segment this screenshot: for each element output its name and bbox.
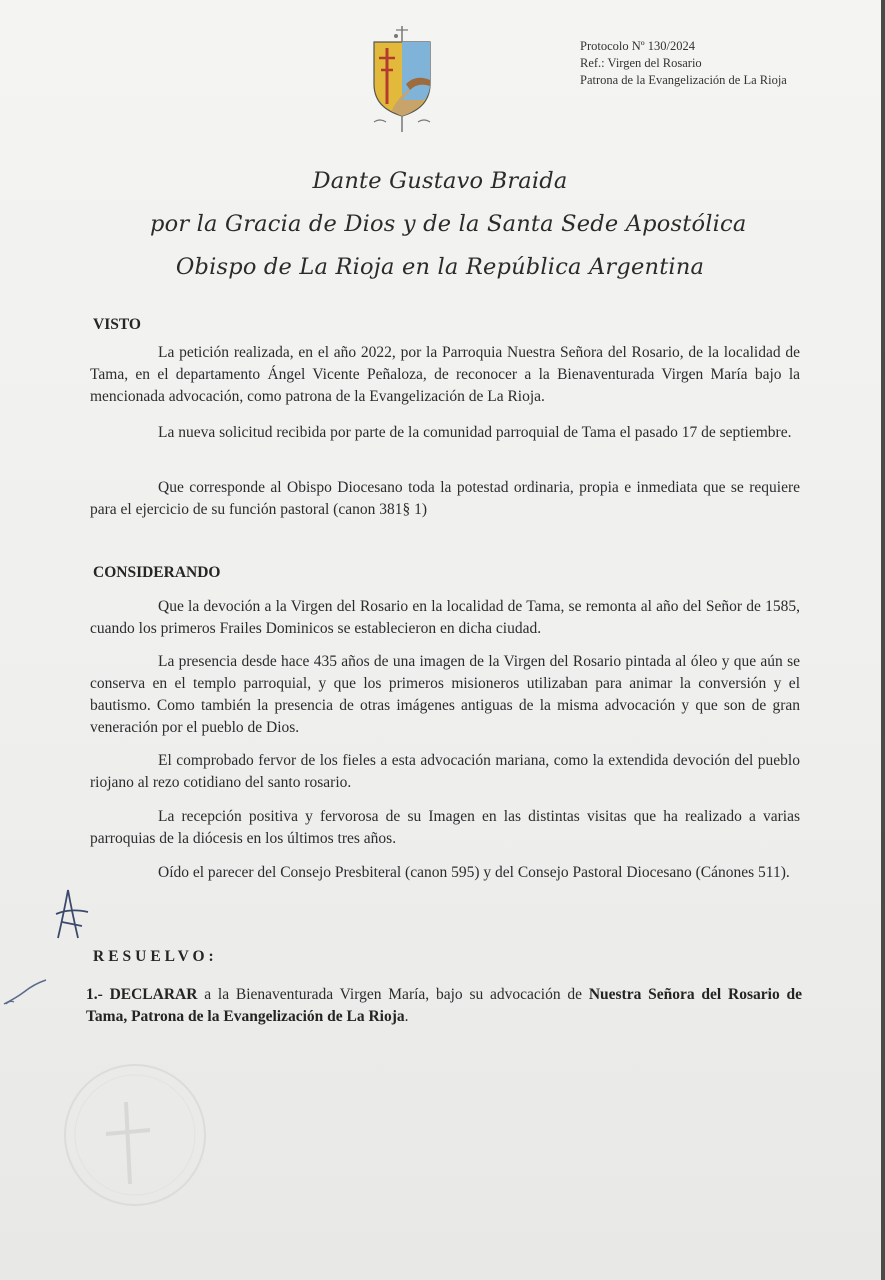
bishop-title-block <box>150 160 747 289</box>
visto-heading: VISTO <box>93 316 141 333</box>
considerando-paragraph-2: La presencia desde hace 435 años de una imagen de la Virgen del Rosario pintada al óleo y que aún se conserva en el templo parroquial, y que los primeros misioneros utilizaban para animar la conversión y el bautismo. Como también la presencia de otras imágenes antiguas de la misma advocación y que son de gran veneración por el pueblo de Dios. <box>90 653 800 736</box>
handwritten-check-icon <box>2 978 48 1008</box>
handwritten-initials-icon <box>48 882 98 946</box>
embossed-seal-icon <box>60 1060 210 1210</box>
considerando-paragraph-4: La recepción positiva y fervorosa de su Imagen en las distintas visitas que ha realizado a varias parroquias de la diócesis en los últimos tres años. <box>90 808 800 847</box>
considerando-paragraph-1: Que la devoción a la Virgen del Rosario en la localidad de Tama, se remonta al año del Señor de 1585, cuando los primeros Frailes Dominicos se establecieron en dicha ciudad. <box>90 598 800 637</box>
bishop-grace-line: por la Gracia de Dios y de la Santa Sede Apostólica <box>150 211 747 237</box>
protocol-reference <box>580 38 787 89</box>
considerando-paragraph-3: El comprobado fervor de los fieles a esta advocación mariana, como la extendida devoción del pueblo riojano al rezo cotidiano del santo rosario. <box>90 752 800 791</box>
visto-paragraph-2: La nueva solicitud recibida por parte de la comunidad parroquial de Tama el pasado 17 de septiembre. <box>158 424 792 441</box>
diocese-crest-icon <box>366 24 438 134</box>
resolution-item-title: Nuestra Señora del Rosario de Tama, Patrona de la Evangelización de La Rioja <box>86 986 802 1025</box>
bishop-office-line: Obispo de La Rioja en la República Argentina <box>175 254 705 280</box>
bishop-name: Dante Gustavo Braida <box>312 168 568 194</box>
resolution-item-end: . <box>404 1008 409 1025</box>
resuelvo-heading: RESUELVO: <box>93 948 218 965</box>
considerando-heading: CONSIDERANDO <box>93 564 221 581</box>
considerando-paragraph-5: Oído el parecer del Consejo Presbiteral (canon 595) y del Consejo Pastoral Diocesano (Cánones 511). <box>158 864 790 881</box>
visto-paragraph-1: La petición realizada, en el año 2022, por la Parroquia Nuestra Señora del Rosario, de la localidad de Tama, en el departamento Ángel Vicente Peñaloza, de reconocer a la Bienaventurada Virgen María bajo la mencionada advocación, como patrona de la Evangelización de La Rioja. <box>90 344 800 405</box>
subject-line: Patrona de la Evangelización de La Rioja <box>580 73 787 87</box>
resolution-item-1 <box>86 984 802 1028</box>
page-edge-shadow <box>881 0 885 1280</box>
resolution-item-text: a la Bienaventurada Virgen María, bajo su advocación de <box>197 986 589 1003</box>
visto-paragraph-3: Que corresponde al Obispo Diocesano toda la potestad ordinaria, propia e inmediata que se requiere para el ejercicio de su función pastoral (canon 381§ 1) <box>90 479 800 518</box>
reference-line: Ref.: Virgen del Rosario <box>580 56 702 70</box>
protocol-number: Protocolo Nº 130/2024 <box>580 39 695 53</box>
resolution-item-number: 1.- DECLARAR <box>86 986 198 1003</box>
